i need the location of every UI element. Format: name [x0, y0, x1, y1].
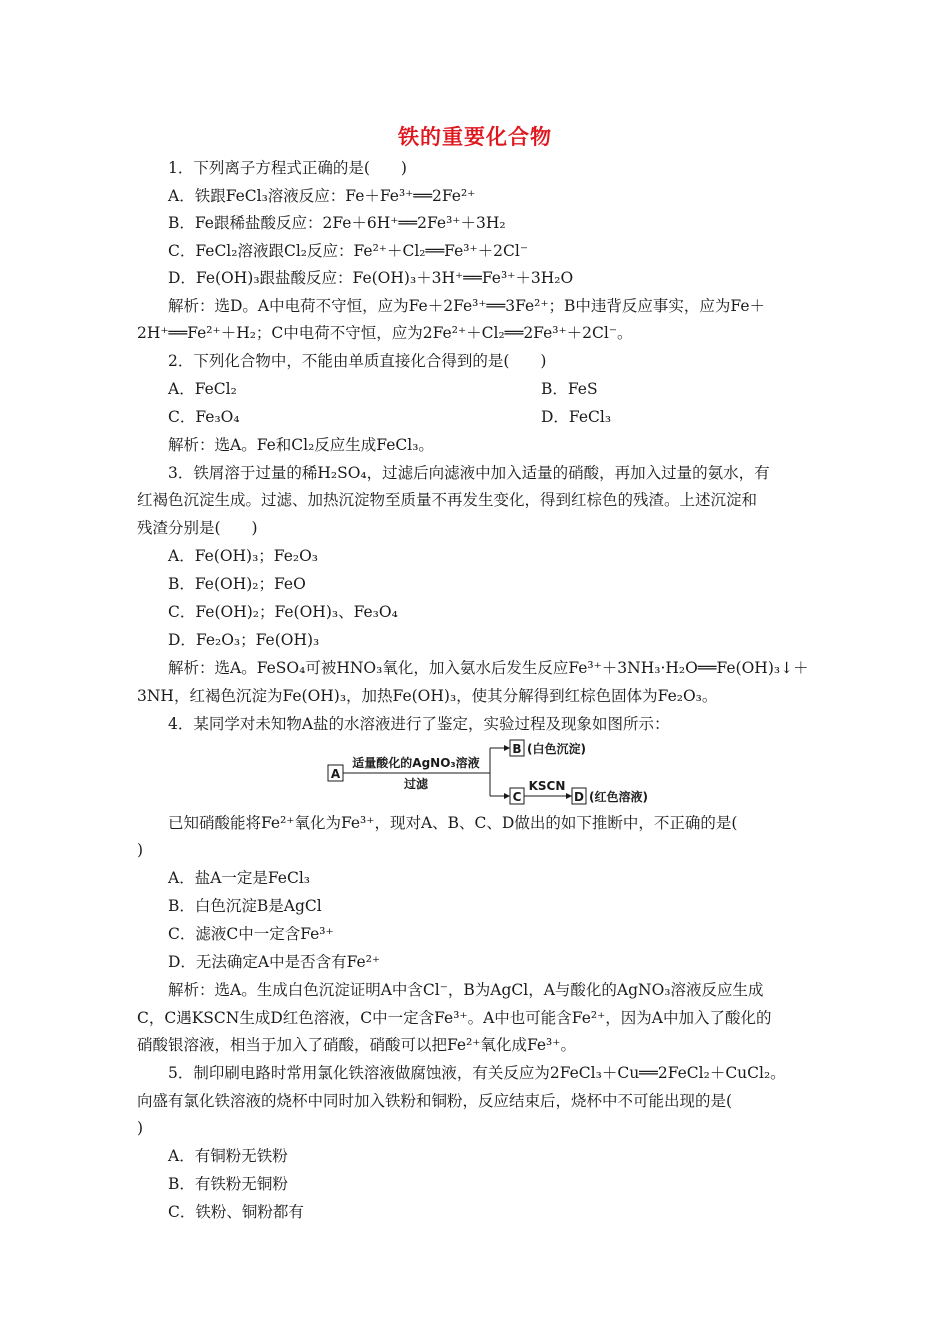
q4-option-d: D．无法确定A中是否含有Fe²⁺ — [168, 953, 381, 971]
q4-analysis-line-3: 硝酸银溶液，相当于加入了硝酸，硝酸可以把Fe²⁺氧化成Fe³⁺。 — [137, 1036, 576, 1054]
document-title: 铁的重要化合物 — [398, 125, 552, 149]
question-5-paren: ) — [137, 1119, 144, 1137]
question-1: 1．下列离子方程式正确的是( ) — [168, 159, 407, 177]
question-5-line-1: 5．制印刷电路时常用氯化铁溶液做腐蚀液，有关反应为2FeCl₃＋Cu══2FeCl₂＋CuCl₂。 — [168, 1064, 786, 1082]
q4-analysis-line-2: C，C遇KSCN生成D红色溶液，C中一定含Fe³⁺。A中也可能含Fe²⁺，因为A中加入了酸化的 — [137, 1009, 772, 1027]
q2-option-d: D．FeCl₃ — [541, 408, 612, 426]
box-d-label: D — [574, 790, 584, 804]
question-3-line-2: 红褐色沉淀生成。过滤、加热沉淀物至质量不再发生变化，得到红棕色的残渣。上述沉淀和 — [137, 491, 758, 509]
q5-option-b: B．有铁粉无铜粉 — [168, 1175, 288, 1193]
q4-option-a: A．盐A一定是FeCl₃ — [168, 869, 310, 887]
kscn-label: KSCN — [528, 779, 566, 793]
q1-analysis-line-1: 解析：选D。A中电荷不守恒，应为Fe＋2Fe³⁺══3Fe²⁺；B中违背反应事实，应为Fe＋ — [168, 297, 766, 315]
q3-option-d: D．Fe₂O₃；Fe(OH)₃ — [168, 631, 320, 649]
result-b-label: (白色沉淀) — [527, 742, 586, 756]
q3-option-b: B．Fe(OH)₂；FeO — [168, 575, 306, 593]
experiment-flow-diagram — [318, 734, 648, 808]
q5-option-a: A．有铜粉无铁粉 — [168, 1147, 288, 1165]
question-2: 2．下列化合物中，不能由单质直接化合得到的是( ) — [168, 352, 547, 370]
box-c-label: C — [512, 790, 522, 804]
arrow-to-d — [566, 793, 572, 799]
question-4-paren: ) — [137, 841, 144, 859]
q3-analysis-line-1: 解析：选A。FeSO₄可被HNO₃氧化，加入氨水后发生反应Fe³⁺＋3NH₃·H₂O══Fe(OH)₃↓＋ — [168, 659, 809, 677]
filter-label: 过滤 — [403, 777, 429, 791]
q1-option-b: B．Fe跟稀盐酸反应：2Fe＋6H⁺══2Fe³⁺＋3H₂ — [168, 214, 506, 232]
question-4-premise: 已知硝酸能将Fe²⁺氧化为Fe³⁺，现对A、B、C、D做出的如下推断中，不正确的是( — [168, 814, 738, 832]
q2-analysis: 解析：选A。Fe和Cl₂反应生成FeCl₃。 — [168, 436, 434, 454]
arrow-to-c — [504, 793, 510, 799]
q3-analysis-line-2: 3NH，红褐色沉淀为Fe(OH)₃，加热Fe(OH)₃，使其分解得到红棕色固体为Fe₂O₃。 — [137, 687, 718, 705]
q2-option-b: B．FeS — [541, 380, 598, 398]
q3-option-a: A．Fe(OH)₃；Fe₂O₃ — [168, 547, 319, 565]
question-3-line-3: 残渣分别是( ) — [137, 519, 258, 537]
result-d-label: (红色溶液) — [589, 790, 648, 804]
q5-option-c: C．铁粉、铜粉都有 — [168, 1203, 304, 1221]
question-5-line-2: 向盛有氯化铁溶液的烧杯中同时加入铁粉和铜粉，反应结束后，烧杯中不可能出现的是( — [137, 1092, 733, 1110]
box-a-label: A — [330, 767, 341, 781]
q1-option-d: D．Fe(OH)₃跟盐酸反应：Fe(OH)₃＋3H⁺══Fe³⁺＋3H₂O — [168, 269, 574, 287]
q4-option-b: B．白色沉淀B是AgCl — [168, 897, 322, 915]
q3-option-c: C．Fe(OH)₂；Fe(OH)₃、Fe₃O₄ — [168, 603, 398, 621]
q1-analysis-line-2: 2H⁺══Fe²⁺＋H₂；C中电荷不守恒，应为2Fe²⁺＋Cl₂══2Fe³⁺＋2Cl⁻。 — [137, 324, 633, 342]
q2-option-c: C．Fe₃O₄ — [168, 408, 240, 426]
question-4: 4．某同学对未知物A盐的水溶液进行了鉴定，实验过程及现象如图所示： — [168, 715, 670, 733]
q4-option-c: C．滤液C中一定含Fe³⁺ — [168, 925, 334, 943]
q2-option-a: A．FeCl₂ — [168, 380, 237, 398]
question-3-line-1: 3．铁屑溶于过量的稀H₂SO₄，过滤后向滤液中加入适量的硝酸，再加入过量的氨水，有 — [168, 464, 770, 482]
q1-option-c: C．FeCl₂溶液跟Cl₂反应：Fe²⁺＋Cl₂══Fe³⁺＋2Cl⁻ — [168, 242, 529, 260]
q4-analysis-line-1: 解析：选A。生成白色沉淀证明A中含Cl⁻，B为AgCl，A与酸化的AgNO₃溶液反应生成 — [168, 981, 764, 999]
q1-option-a: A．铁跟FeCl₃溶液反应：Fe＋Fe³⁺══2Fe²⁺ — [168, 187, 476, 205]
arrow-to-b — [504, 745, 510, 751]
reagent-label: 适量酸化的AgNO₃溶液 — [352, 756, 480, 770]
box-b-label: B — [512, 742, 522, 756]
